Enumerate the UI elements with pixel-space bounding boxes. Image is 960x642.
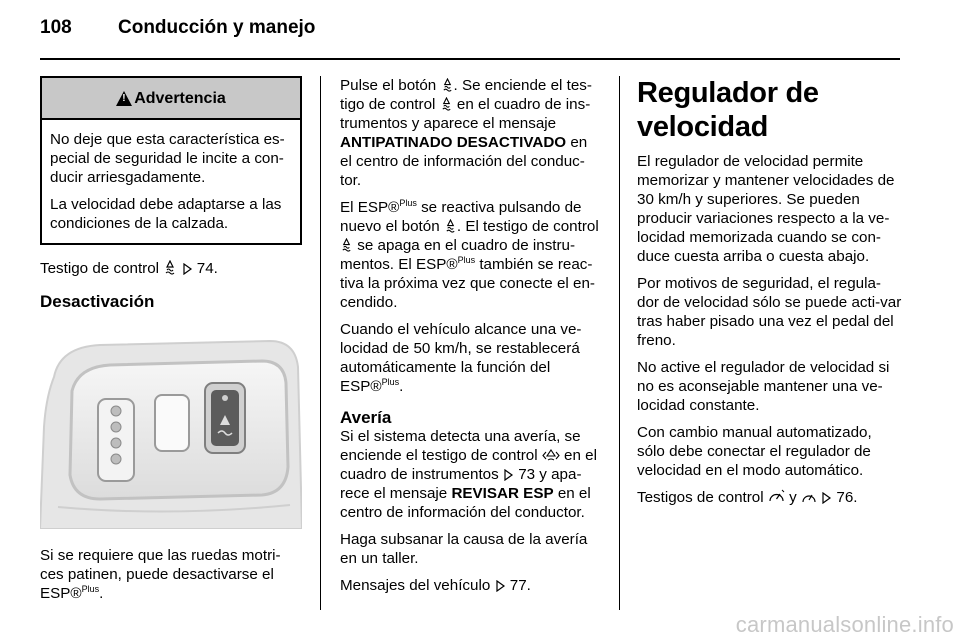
testigo-label: Testigo de control — [40, 260, 160, 277]
page-number: 108 — [40, 17, 72, 38]
p2-text-a: El ESP® — [340, 199, 400, 216]
p2-text-c: . El testigo de control — [456, 218, 599, 235]
plus-superscript: Plus — [457, 255, 476, 265]
column-divider-2 — [619, 76, 620, 610]
section-title: Regulador de velocidad — [637, 77, 819, 143]
esp-switch-illustration — [40, 317, 302, 529]
desactivacion-text-b: . — [99, 585, 104, 602]
p1-text-b: . Se enciende el tes-tigo de control — [340, 77, 592, 113]
p5-text-a: Testigos de control — [637, 489, 764, 506]
esp-skid-icon — [444, 219, 457, 233]
plus-superscript: Plus — [381, 377, 400, 387]
p4-text-c: en el centro de información del conductor. — [340, 485, 591, 521]
desactivacion-text-a: Si se requiere que las ruedas motri-ces patinen, puede desactivarse el ESP® — [40, 547, 281, 602]
p3-text-a: Cuando el vehículo alcance una ve-locidad de 50 km/h, se restablecerá automáticamente la función del ESP® — [340, 321, 582, 395]
plus-superscript: Plus — [81, 584, 100, 594]
p4-page-ref: 73 y apa-rece el mensaje — [340, 466, 582, 502]
p1-text-d: en el centro de información del conduc-tor. — [340, 134, 588, 189]
p5-text-b: y — [789, 489, 797, 506]
p1-text-c: en el cuadro de ins-trumentos y aparece el mensaje — [340, 96, 591, 132]
p1-text-a: Pulse el botón — [340, 77, 437, 94]
warning-title: Advertencia — [134, 89, 226, 107]
warning-header — [42, 78, 300, 120]
revisar-esp-message: REVISAR ESP — [451, 485, 554, 502]
antipatinado-message: ANTIPATINADO DESACTIVADO — [340, 134, 567, 151]
p2-text-d: se apaga en el cuadro de instru-mentos. El ESP® — [340, 237, 576, 273]
p2-text-e: también se reac-tiva la próxima vez que conecte el en-cendido. — [340, 256, 595, 311]
p6-page-ref: 77. — [509, 577, 531, 594]
regulador-paragraph-5 — [637, 488, 902, 507]
plus-superscript: Plus — [399, 198, 417, 208]
regulador-paragraph-3: No active el regulador de velocidad si no es aconsejable mantener una ve-locidad constante. — [637, 359, 890, 414]
warning-body — [42, 120, 300, 243]
warning-paragraph-1: No deje que esta característica es-pecial de seguridad le incite a con-ducir arriesgadamente. — [50, 131, 285, 186]
paragraph-averia — [340, 427, 602, 522]
watermark: carmanualsonline.info — [735, 612, 954, 637]
column-divider-1 — [320, 76, 321, 610]
esp-skid-icon — [440, 97, 453, 111]
column-3 — [637, 76, 902, 515]
page-header — [40, 17, 900, 45]
cruise-limiter-icon — [801, 490, 817, 504]
paragraph-reactiva — [340, 198, 602, 312]
averia-heading: Avería — [340, 408, 392, 427]
desactivacion-heading: Desactivación — [40, 292, 155, 311]
paragraph-taller: Haga subsanar la causa de la avería en un taller. — [340, 531, 588, 567]
page-reference-icon — [182, 263, 193, 275]
page-reference-icon — [821, 492, 832, 504]
chapter-title: Conducción y manejo — [118, 17, 316, 38]
regulador-paragraph-4: Con cambio manual automatizado, sólo debe conectar el regulador de velocidad en el modo automático. — [637, 424, 872, 479]
column-2 — [340, 76, 602, 603]
esp-skid-icon — [441, 78, 454, 92]
warning-triangle-icon: ! — [116, 91, 132, 106]
regulador-paragraph-2: Por motivos de seguridad, el regula-dor de velocidad sólo se puede acti-var tras haber pisado una vez el pedal del freno. — [637, 275, 902, 349]
p5-page-ref: 76. — [836, 489, 858, 506]
paragraph-50kmh — [340, 320, 602, 396]
paragraph-mensajes — [340, 576, 602, 595]
warning-box — [40, 76, 302, 245]
regulador-paragraph-1: El regulador de velocidad permite memorizar y mantener velocidades de 30 km/h y superiores. Se pueden producir variaciones respecto a la ve-locidad memorizada cuando se con-duce cuesta arriba o cuesta abajo. — [637, 153, 895, 265]
esp-skid-icon — [340, 238, 353, 252]
cruise-control-icon — [768, 489, 785, 504]
header-rule — [40, 58, 900, 60]
page-reference-icon — [503, 469, 514, 481]
testigo-line — [40, 259, 302, 278]
esp-skid-icon — [163, 260, 177, 275]
p6-text-a: Mensajes del vehículo — [340, 577, 491, 594]
page-reference-icon — [495, 580, 506, 592]
p4-text-b: en el cuadro de instrumentos — [340, 447, 597, 483]
testigo-page-ref: 74. — [196, 260, 218, 277]
p2-text-b: se reactiva pulsando de nuevo el botón — [340, 199, 582, 235]
desactivacion-text — [40, 546, 302, 603]
p3-text-b: . — [399, 378, 404, 395]
p4-text-a: Si el sistema detecta una avería, se enciende el testigo de control — [340, 428, 581, 464]
paragraph-pulse — [340, 76, 602, 190]
esp-fault-icon — [542, 449, 560, 462]
warning-paragraph-2: La velocidad debe adaptarse a las condiciones de la calzada. — [50, 196, 282, 232]
column-1 — [40, 76, 302, 611]
